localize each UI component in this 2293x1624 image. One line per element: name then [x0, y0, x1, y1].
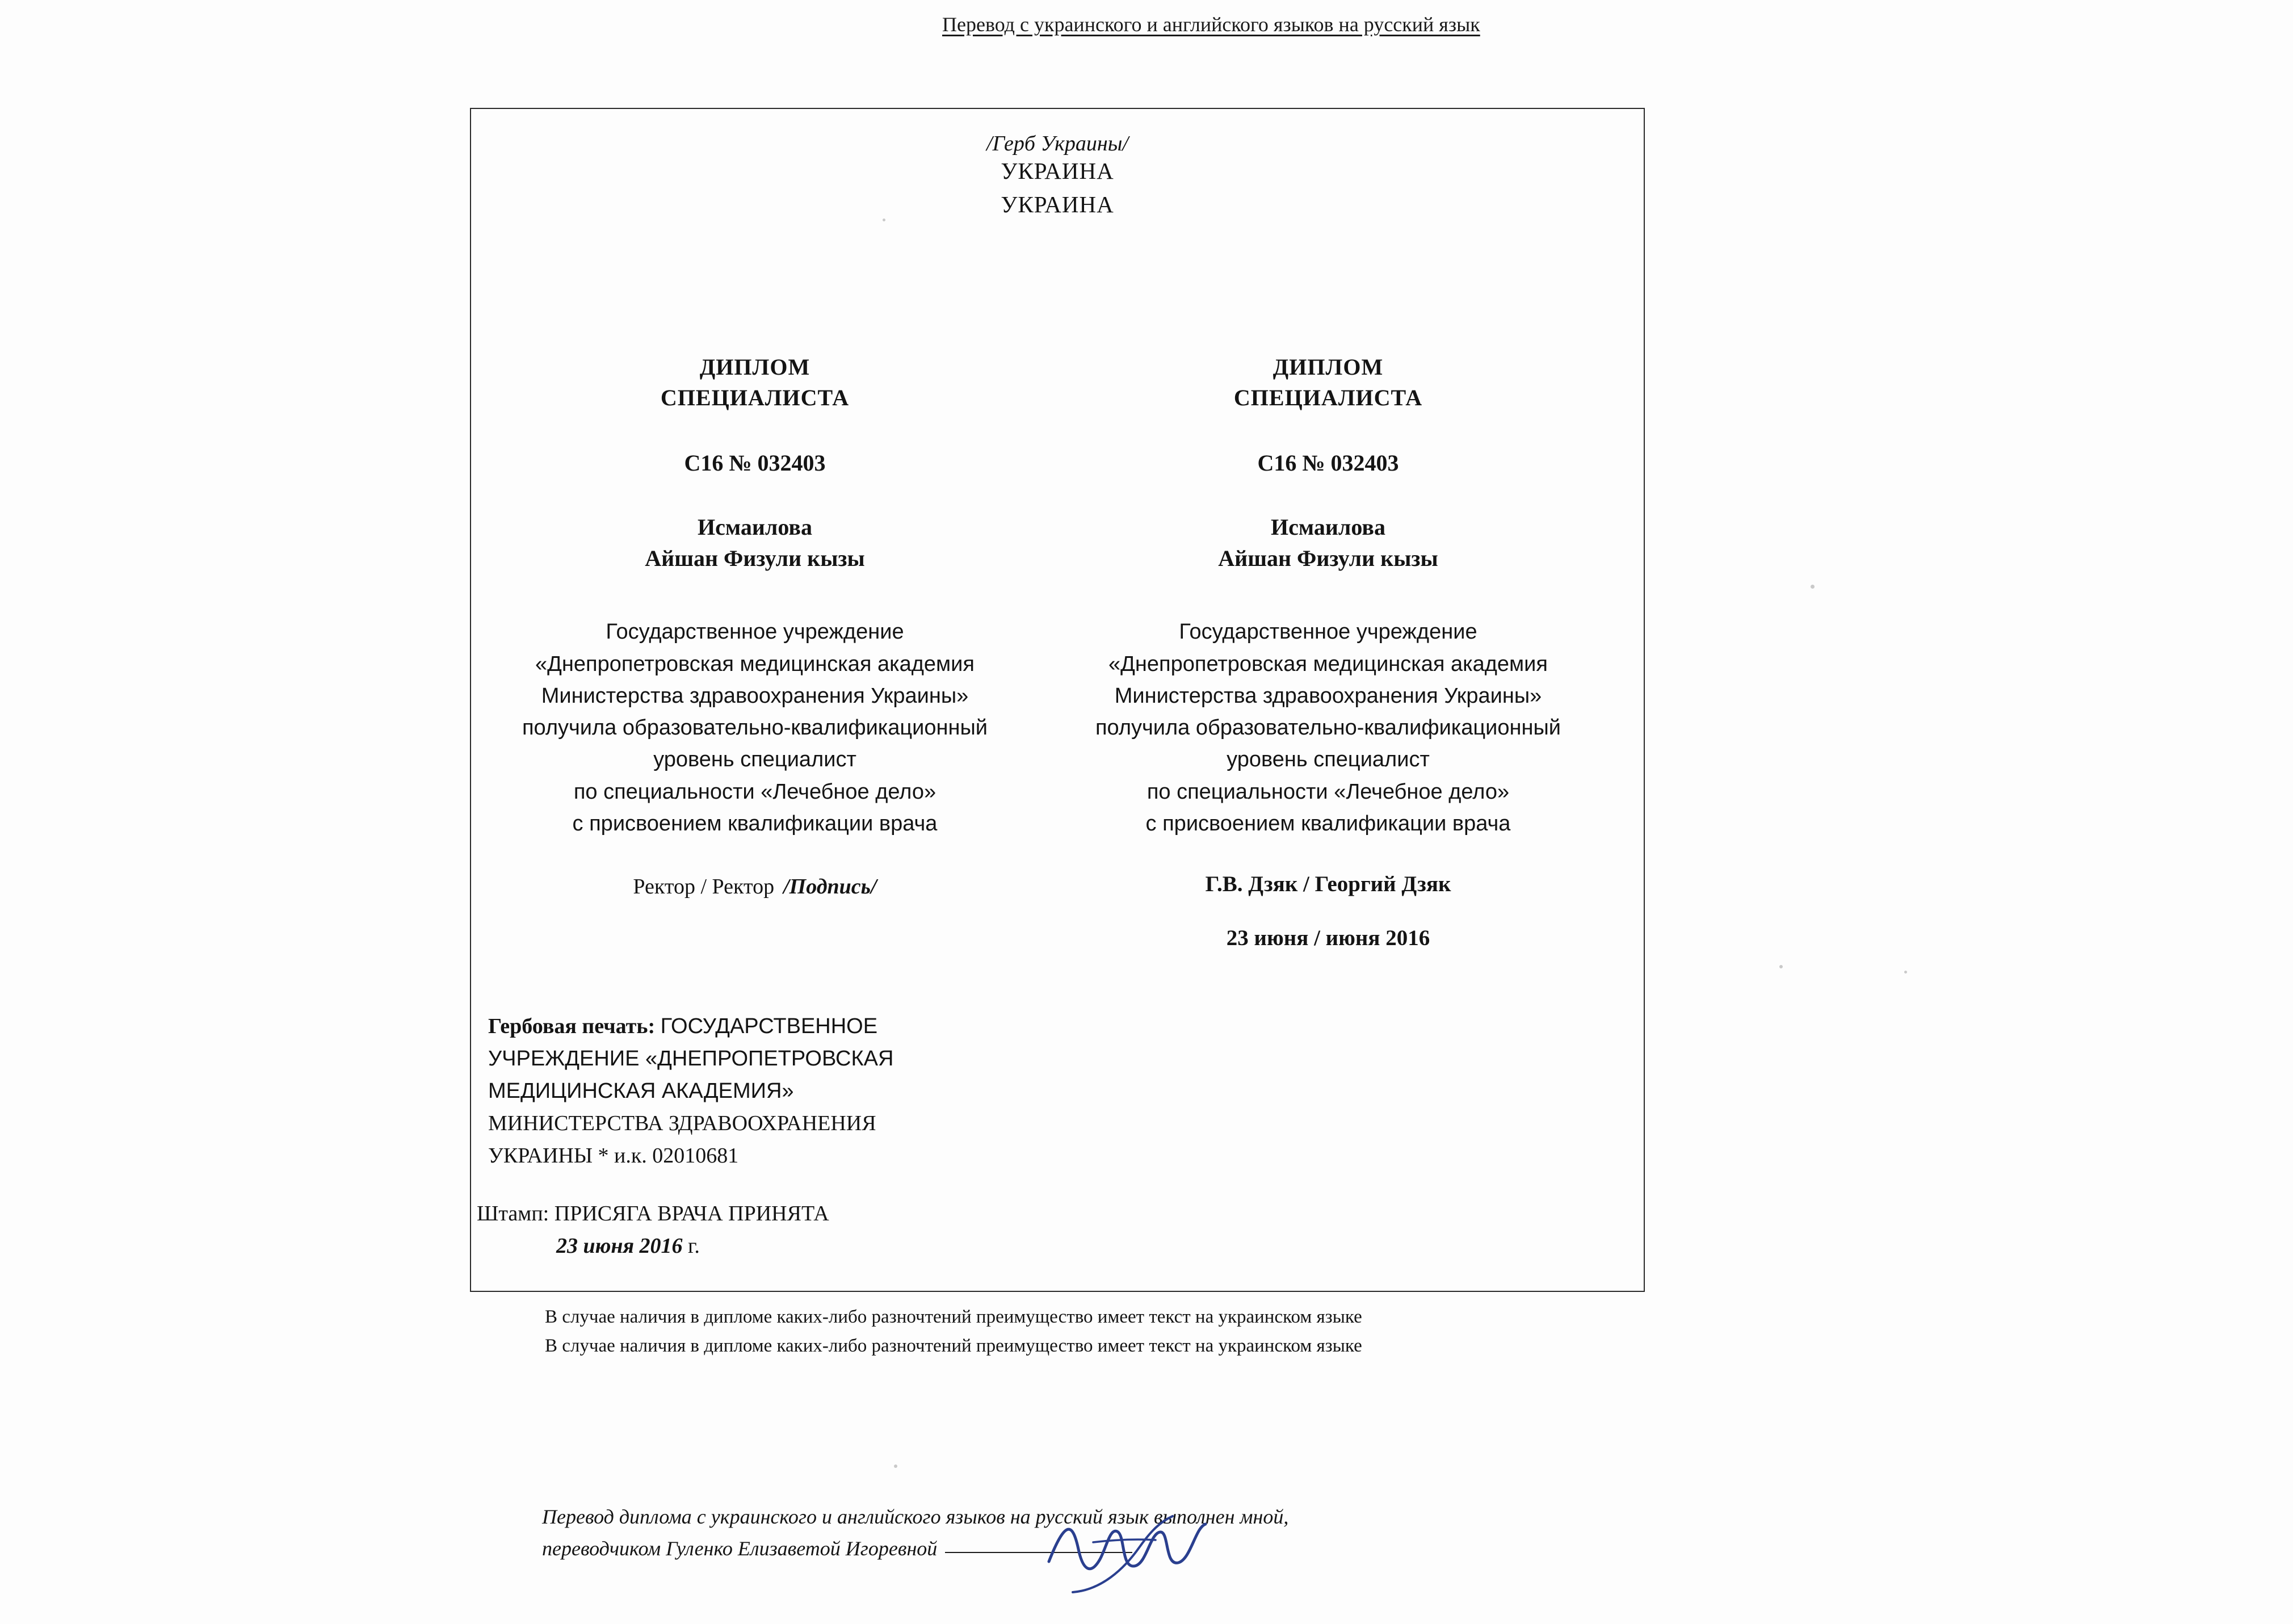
diploma-date: 23 июня / июня 2016 [1226, 926, 1430, 950]
oath-stamp-date-line [556, 1230, 1215, 1262]
body-line-5-right: уровень специалист [1227, 748, 1430, 772]
holder-givenname-right: Айшан Физули кызы [1218, 545, 1438, 572]
scan-speck [1904, 971, 1907, 973]
body-line-4-right: получила образовательно-квалификационный [1095, 716, 1561, 740]
oath-stamp-date: 23 июня 2016 [556, 1234, 683, 1258]
footnote-block [545, 1303, 1657, 1361]
diploma-title-line1-left: ДИПЛОМ [699, 354, 810, 380]
diploma-body-left [499, 616, 1010, 840]
holder-surname-right: Исмаилова [1271, 514, 1385, 540]
diploma-number-left: С16 № 032403 [684, 450, 826, 476]
signature-rule [945, 1552, 1132, 1553]
diploma-title-line2-left: СПЕЦИАЛИСТА [660, 385, 850, 410]
country-heading [470, 154, 1645, 222]
country-line-ukrainian: УКРАИНА [1001, 158, 1114, 184]
oath-stamp-block [477, 1198, 1215, 1262]
body-line-4-left: получила образовательно-квалификационный [522, 716, 988, 740]
rector-name: Г.В. Дзяк / Георгий Дзяк [1205, 872, 1451, 896]
body-line-5-left: уровень специалист [653, 748, 856, 772]
holder-name-right [1073, 511, 1584, 574]
body-line-7-left: с присвоением квалификации врача [572, 811, 938, 836]
coat-of-arms-note: /Герб Украины/ [986, 132, 1129, 156]
body-line-2-left: «Днепропетровская медицинская академия [535, 652, 975, 676]
body-line-3-right: Министерства здравоохранения Украины» [1114, 683, 1542, 708]
seal-line-3: МЕДИЦИНСКАЯ АКАДЕМИЯ» [488, 1079, 794, 1103]
seal-line-2: УЧРЕЖДЕНИЕ «ДНЕПРОПЕТРОВСКАЯ [488, 1047, 894, 1071]
oath-stamp-date-suffix: г. [688, 1234, 700, 1258]
body-line-1-left: Государственное учреждение [606, 620, 904, 644]
body-line-3-left: Министерства здравоохранения Украины» [541, 683, 969, 708]
translator-line-1: Перевод диплома с украинского и английского языков на русский язык выполнен мной, [542, 1505, 1289, 1528]
diploma-frame-bottom-rule [470, 1291, 1645, 1292]
body-line-6-left: по специальности «Лечебное дело» [573, 779, 936, 804]
holder-surname-left: Исмаилова [698, 514, 812, 540]
scan-speck [1811, 585, 1815, 589]
oath-stamp-text: ПРИСЯГА ВРАЧА ПРИНЯТА [554, 1202, 829, 1226]
seal-line-1: ГОСУДАРСТВЕННОЕ [660, 1014, 878, 1038]
seal-block [488, 1010, 1169, 1172]
diploma-body-right [1073, 616, 1584, 840]
rector-label: Ректор / Ректор [633, 875, 775, 899]
scan-speck [894, 1464, 897, 1468]
seal-line-4: МИНИСТЕРСТВА ЗДРАВООХРАНЕНИЯ [488, 1111, 876, 1135]
translator-line-2-row [542, 1533, 1564, 1565]
holder-name-left [499, 511, 1010, 574]
holder-givenname-left: Айшан Физули кызы [645, 545, 865, 572]
rector-label-block [499, 874, 1010, 899]
scan-speck [1779, 965, 1783, 968]
seal-label: Гербовая печать: [488, 1014, 656, 1038]
diploma-title-right [1073, 352, 1584, 413]
body-line-1-right: Государственное учреждение [1179, 620, 1477, 644]
rector-signature-note: /Подпись/ [783, 875, 877, 899]
translation-header-note: Перевод с украинского и английского языков на русский язык [942, 13, 1480, 36]
scan-speck [883, 219, 885, 221]
body-line-6-right: по специальности «Лечебное дело» [1146, 779, 1510, 804]
body-line-2-right: «Днепропетровская медицинская академия [1108, 652, 1548, 676]
oath-stamp-label: Штамп: [477, 1202, 549, 1226]
diploma-title-left [499, 352, 1010, 413]
footnote-line-2: В случае наличия в дипломе каких-либо разночтений преимущество имеет текст на украинском языке [545, 1336, 1362, 1357]
body-line-7-right: с присвоением квалификации врача [1145, 811, 1511, 836]
diploma-title-line1-right: ДИПЛОМ [1273, 354, 1384, 380]
diploma-column-left [499, 352, 1010, 840]
seal-line-5: УКРАИНЫ * и.к. 02010681 [488, 1144, 739, 1168]
translator-line-2: переводчиком Гуленко Елизаветой Игоревной [542, 1537, 938, 1560]
diploma-number-right: С16 № 032403 [1257, 450, 1399, 476]
translator-certification [542, 1501, 1564, 1565]
footnote-line-1: В случае наличия в дипломе каких-либо разночтений преимущество имеет текст на украинском языке [545, 1307, 1362, 1327]
diploma-title-line2-right: СПЕЦИАЛИСТА [1233, 385, 1423, 410]
country-line-english: УКРАИНА [1001, 191, 1114, 218]
diploma-column-right [1073, 352, 1584, 840]
